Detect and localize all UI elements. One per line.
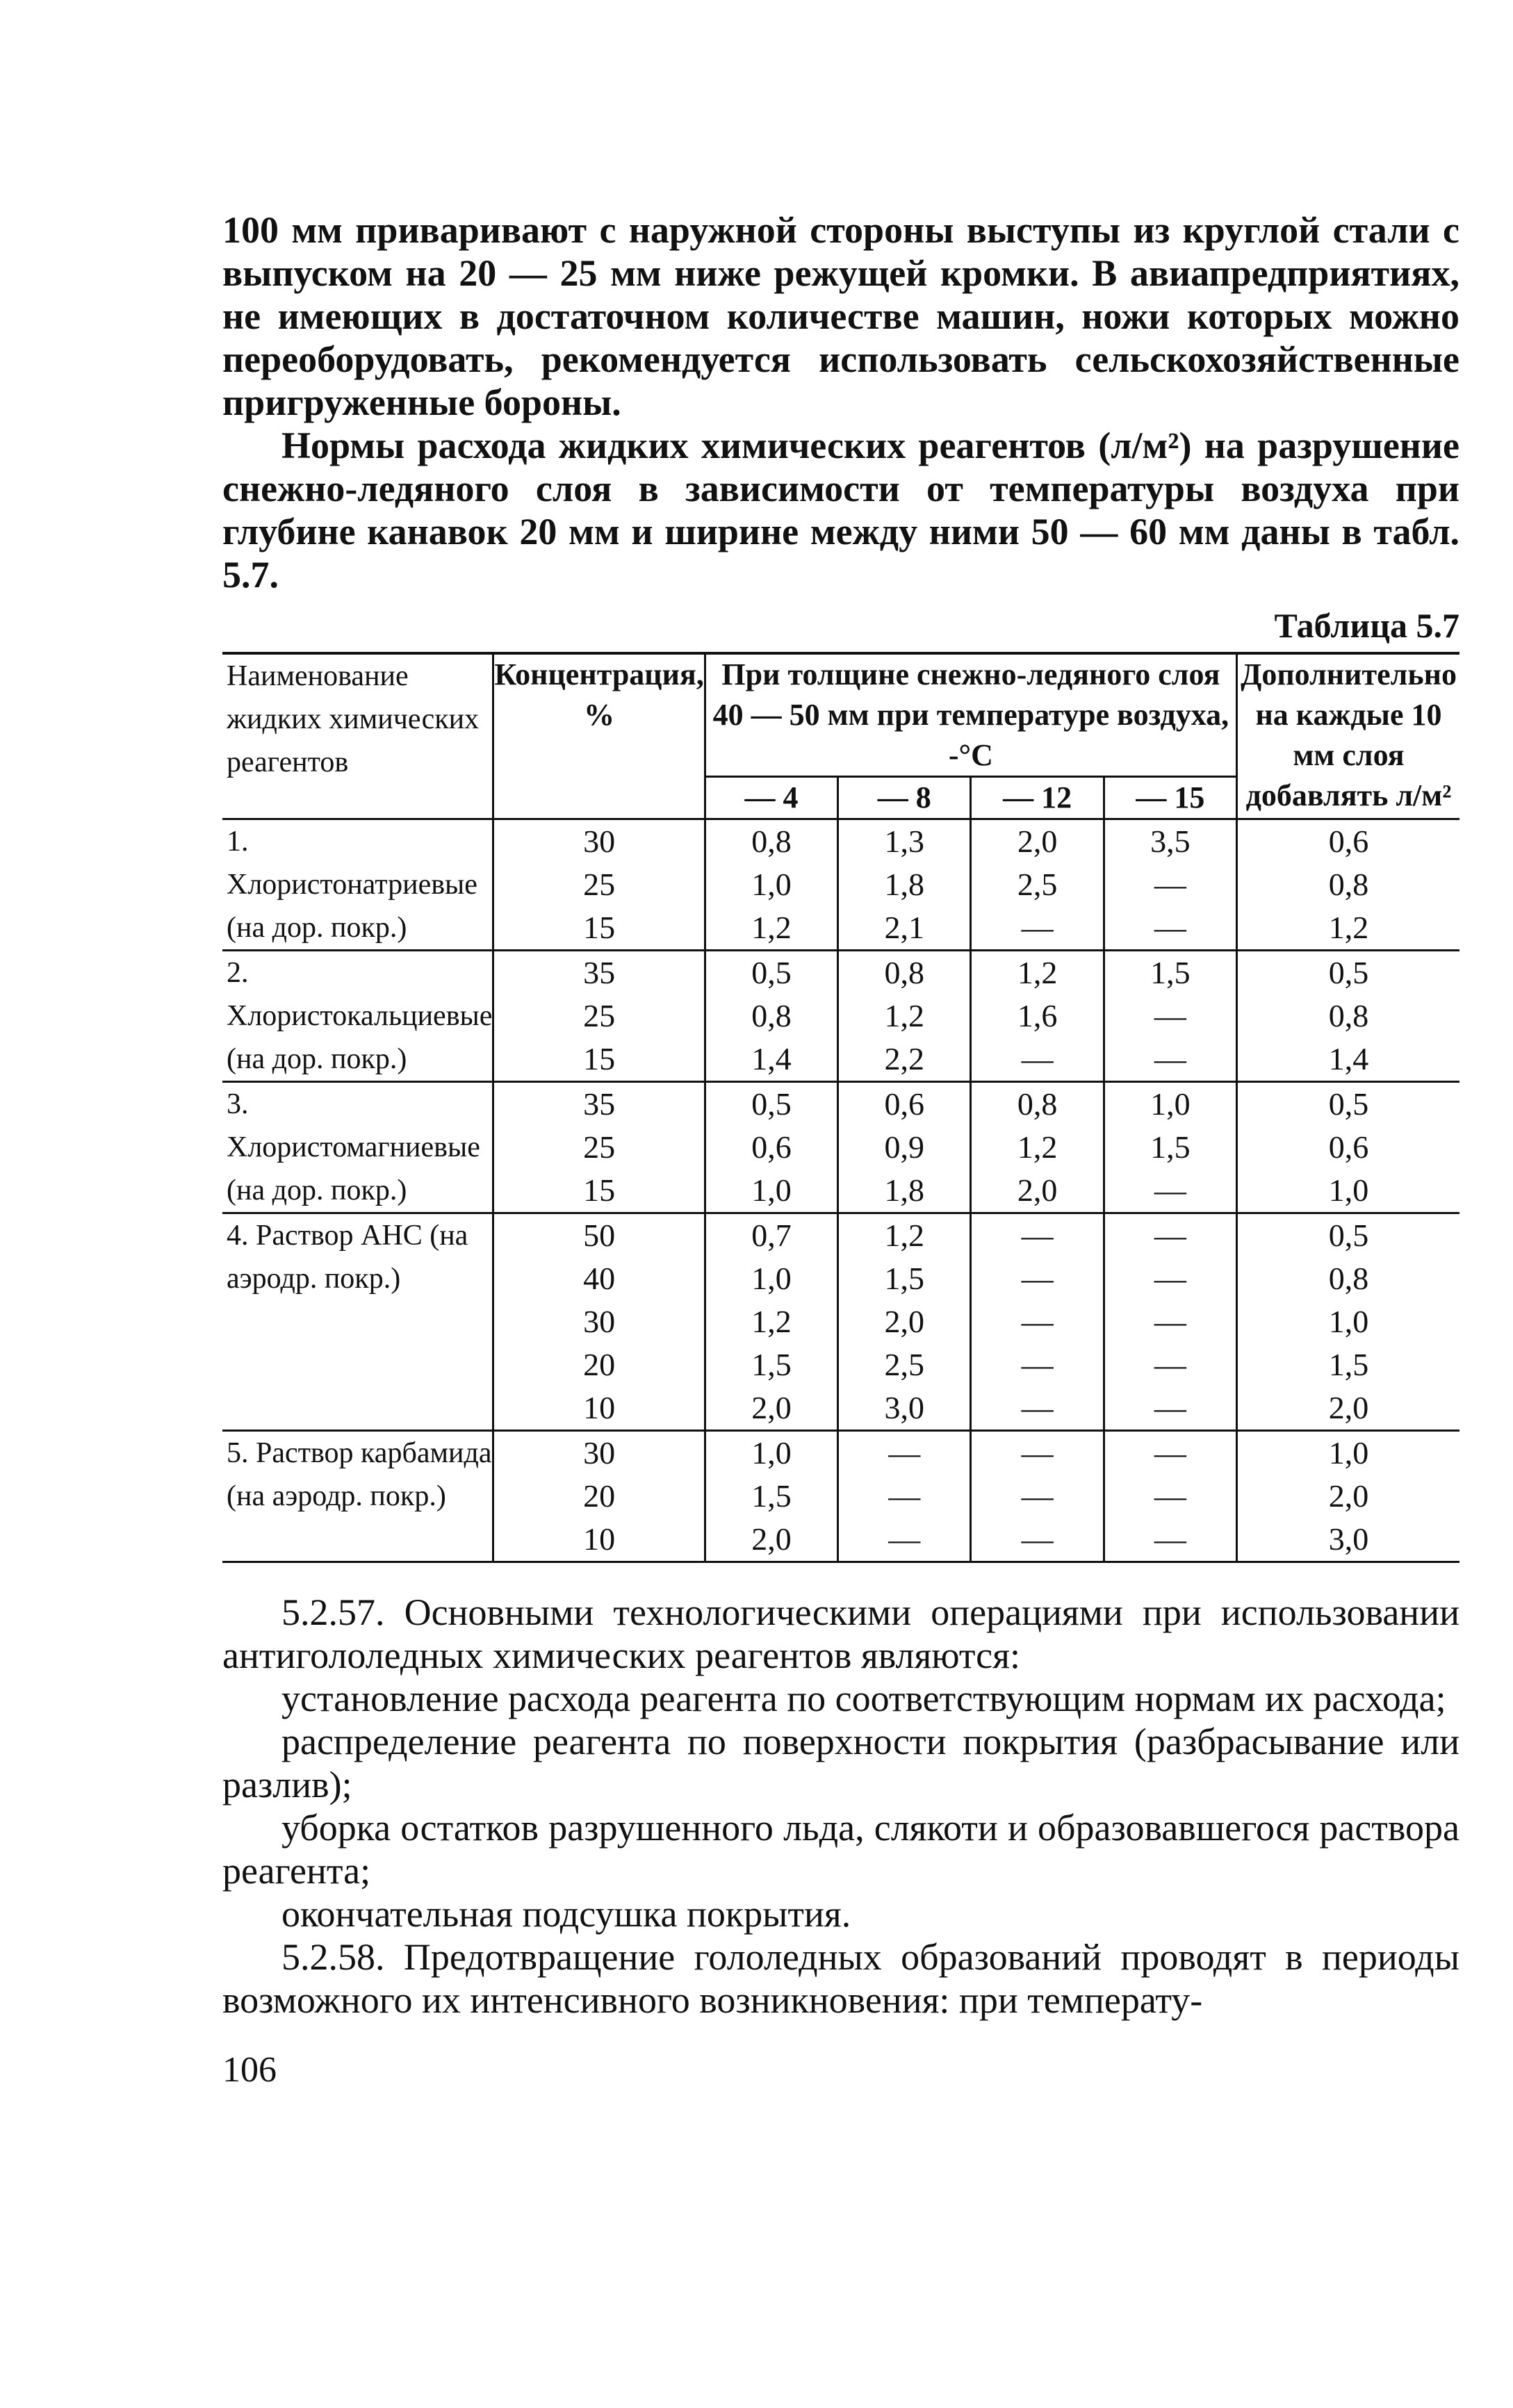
cell-value: — xyxy=(888,1521,921,1557)
cell-value: 1,0 xyxy=(751,1435,792,1471)
cell-value: 15 xyxy=(583,910,616,945)
table-caption: Таблица 5.7 xyxy=(1274,606,1459,645)
rate-cell xyxy=(971,951,1104,1082)
cell-value: 1,2 xyxy=(1328,910,1369,945)
cell-value: 0,8 xyxy=(1328,867,1369,902)
rate-cell xyxy=(838,1431,971,1562)
cell-value: 15 xyxy=(583,1172,616,1208)
cell-value: 10 xyxy=(583,1521,616,1557)
additional-cell xyxy=(1237,1082,1459,1213)
cell-value: 15 xyxy=(583,1041,616,1076)
cell-value: 0,5 xyxy=(1328,955,1369,990)
cell-value: 30 xyxy=(583,824,616,859)
cell-value: 1,5 xyxy=(751,1478,792,1514)
cell-value: — xyxy=(1154,1347,1186,1382)
cell-value: 20 xyxy=(583,1347,616,1382)
rate-cell xyxy=(838,1082,971,1213)
rate-cell xyxy=(1104,951,1236,1082)
cell-value: — xyxy=(1021,1435,1054,1471)
reagent-name: 3. Хлористомагниевые (на дор. покр.) xyxy=(222,1082,493,1213)
rate-cell xyxy=(971,819,1104,951)
cell-value: 2,0 xyxy=(1017,1172,1058,1208)
cell-value: 2,0 xyxy=(751,1390,792,1425)
rate-cell xyxy=(838,819,971,951)
concentration-cell xyxy=(493,951,705,1082)
header-name: Наименование жидких химических реагентов xyxy=(227,660,480,778)
cell-value: — xyxy=(1021,1218,1054,1253)
cell-value: 1,8 xyxy=(884,867,925,902)
cell-value: 0,5 xyxy=(751,955,792,990)
reagent-name: 1. Хлористонатриевые (на дор. покр.) xyxy=(222,819,493,951)
cell-value: 1,5 xyxy=(884,1261,925,1296)
cell-value: 1,4 xyxy=(1328,1041,1369,1076)
cell-value: — xyxy=(1154,867,1186,902)
cell-value: 2,0 xyxy=(751,1521,792,1557)
cell-value: 2,5 xyxy=(1017,867,1058,902)
cell-value: 35 xyxy=(583,1086,616,1122)
reagent-name: 4. Раствор АНС (на аэродр. покр.) xyxy=(222,1213,493,1431)
cell-value: 1,8 xyxy=(884,1172,925,1208)
intro-paragraph-2: Нормы расхода жидких химических реагентов (л/м²) на разрушение снежно-ледяного слоя в зависимости от температуры воздуха при глубине канавок 20 мм и ширине между ними 50 — 60 мм даны в табл. 5.7. xyxy=(222,425,1459,596)
list-item: окончательная подсушка покрытия. xyxy=(281,1893,851,1935)
rate-cell xyxy=(1104,1431,1236,1562)
cell-value: 1,0 xyxy=(751,1261,792,1296)
cell-value: 30 xyxy=(583,1435,616,1471)
page xyxy=(222,208,1459,2090)
header-additional: Дополнительно на каждые 10 мм слоя добавлять л/м² xyxy=(1237,653,1459,819)
reagent-name: 2. Хлористокальциевые (на дор. покр.) xyxy=(222,951,493,1082)
cell-value: 0,6 xyxy=(1328,824,1369,859)
cell-value: 0,5 xyxy=(1328,1086,1369,1122)
list-item: установление расхода реагента по соответствующим нормам их расхода; xyxy=(281,1678,1446,1719)
cell-value: 1,0 xyxy=(1328,1304,1369,1339)
cell-value: 2,5 xyxy=(884,1347,925,1382)
cell-value: — xyxy=(1154,998,1186,1033)
cell-value: 3,5 xyxy=(1150,824,1191,859)
additional-cell xyxy=(1237,1213,1459,1431)
cell-value: 2,0 xyxy=(1017,824,1058,859)
cell-value: 0,5 xyxy=(751,1086,792,1122)
concentration-cell xyxy=(493,1213,705,1431)
cell-value: 30 xyxy=(583,1304,616,1339)
rate-cell xyxy=(838,951,971,1082)
cell-value: — xyxy=(1154,1521,1186,1557)
concentration-cell xyxy=(493,819,705,951)
cell-value: 1,0 xyxy=(1328,1172,1369,1208)
cell-value: — xyxy=(1021,1261,1054,1296)
cell-value: 10 xyxy=(583,1390,616,1425)
cell-value: 1,6 xyxy=(1017,998,1058,1033)
rate-cell xyxy=(1104,1213,1236,1431)
cell-value: 0,5 xyxy=(1328,1218,1369,1253)
cell-value: 25 xyxy=(583,1129,616,1165)
cell-value: 3,0 xyxy=(884,1390,925,1425)
cell-value: 1,2 xyxy=(751,1304,792,1339)
cell-value: — xyxy=(1154,1218,1186,1253)
concentration-cell xyxy=(493,1431,705,1562)
header-temperature-group: При толщине снежно-ледяного слоя 40 — 50 мм при температуре воздуха, -°С xyxy=(705,653,1236,777)
intro-paragraph-1: 100 мм приваривают с наружной стороны выступы из круглой стали с выпуском на 20 — 25 мм ниже режущей кромки. В авиапредприятиях, не имеющих в достаточном количестве машин, ножи которых можно переоборудовать, рекомендуется использовать сельскохозяйственные пригруженные бороны. xyxy=(222,209,1459,423)
cell-value: 1,2 xyxy=(1017,955,1058,990)
table-row xyxy=(222,1082,1459,1213)
cell-value: — xyxy=(888,1435,921,1471)
cell-value: 0,6 xyxy=(751,1129,792,1165)
rate-cell xyxy=(971,1213,1104,1431)
cell-value: 1,2 xyxy=(884,998,925,1033)
cell-value: 0,8 xyxy=(1328,998,1369,1033)
cell-value: — xyxy=(1021,1521,1054,1557)
header-temp-8: — 8 xyxy=(838,777,971,819)
rate-cell xyxy=(1104,819,1236,951)
cell-value: — xyxy=(1021,1390,1054,1425)
additional-cell xyxy=(1237,819,1459,951)
section-5-2-58: 5.2.58. Предотвращение гололедных образований проводят в периоды возможного их интенсивного возникновения: при температу- xyxy=(222,1936,1459,2021)
cell-value: 2,2 xyxy=(884,1041,925,1076)
cell-value: 2,1 xyxy=(884,910,925,945)
cell-value: 1,5 xyxy=(1150,1129,1191,1165)
cell-value: 0,9 xyxy=(884,1129,925,1165)
header-concentration: Концентрация, % xyxy=(493,653,705,819)
cell-value: — xyxy=(1154,1435,1186,1471)
cell-value: 1,3 xyxy=(884,824,925,859)
cell-value: — xyxy=(1021,1478,1054,1514)
cell-value: 3,0 xyxy=(1328,1521,1369,1557)
cell-value: — xyxy=(1154,1172,1186,1208)
rate-cell xyxy=(971,1082,1104,1213)
header-temp-12: — 12 xyxy=(971,777,1104,819)
rate-cell xyxy=(838,1213,971,1431)
cell-value: 25 xyxy=(583,867,616,902)
cell-value: 1,0 xyxy=(751,867,792,902)
cell-value: 0,8 xyxy=(884,955,925,990)
cell-value: 1,0 xyxy=(1328,1435,1369,1471)
cell-value: 1,0 xyxy=(1150,1086,1191,1122)
table-row xyxy=(222,951,1459,1082)
cell-value: 25 xyxy=(583,998,616,1033)
rate-cell xyxy=(705,819,837,951)
table-body xyxy=(222,819,1459,1562)
cell-value: — xyxy=(1154,1304,1186,1339)
section-5-2-57: 5.2.57. Основными технологическими операциями при использовании антигололедных химических реагентов являются: xyxy=(222,1591,1459,1676)
cell-value: 40 xyxy=(583,1261,616,1296)
header-temp-4: — 4 xyxy=(705,777,837,819)
cell-value: 0,6 xyxy=(1328,1129,1369,1165)
cell-value: — xyxy=(1154,1041,1186,1076)
rate-cell xyxy=(705,951,837,1082)
cell-value: — xyxy=(1154,1390,1186,1425)
cell-value: — xyxy=(1021,1347,1054,1382)
cell-value: — xyxy=(1021,1041,1054,1076)
table-row xyxy=(222,1431,1459,1562)
cell-value: 50 xyxy=(583,1218,616,1253)
table-row xyxy=(222,1213,1459,1431)
cell-value: 1,4 xyxy=(751,1041,792,1076)
cell-value: 35 xyxy=(583,955,616,990)
cell-value: 1,0 xyxy=(751,1172,792,1208)
cell-value: — xyxy=(1021,1304,1054,1339)
cell-value: 0,8 xyxy=(751,998,792,1033)
rate-cell xyxy=(705,1082,837,1213)
page-number: 106 xyxy=(222,2050,277,2090)
cell-value: — xyxy=(1154,1478,1186,1514)
cell-value: — xyxy=(888,1478,921,1514)
cell-value: 1,5 xyxy=(1150,955,1191,990)
cell-value: 2,0 xyxy=(1328,1478,1369,1514)
cell-value: 1,2 xyxy=(884,1218,925,1253)
cell-value: 0,7 xyxy=(751,1218,792,1253)
after-text xyxy=(222,1591,1459,2022)
cell-value: — xyxy=(1154,1261,1186,1296)
cell-value: — xyxy=(1021,910,1054,945)
concentration-cell xyxy=(493,1082,705,1213)
list-item: распределение реагента по поверхности покрытия (разбрасывание или разлив); xyxy=(222,1721,1459,1805)
cell-value: 1,5 xyxy=(751,1347,792,1382)
cell-value: 0,8 xyxy=(1328,1261,1369,1296)
cell-value: 0,8 xyxy=(1017,1086,1058,1122)
cell-value: 20 xyxy=(583,1478,616,1514)
header-temp-15: — 15 xyxy=(1104,777,1236,819)
rate-cell xyxy=(705,1431,837,1562)
cell-value: 1,2 xyxy=(751,910,792,945)
rate-cell xyxy=(1104,1082,1236,1213)
cell-value: 1,2 xyxy=(1017,1129,1058,1165)
cell-value: 0,8 xyxy=(751,824,792,859)
cell-value: 2,0 xyxy=(884,1304,925,1339)
cell-value: 0,6 xyxy=(884,1086,925,1122)
cell-value: 1,5 xyxy=(1328,1347,1369,1382)
rate-cell xyxy=(971,1431,1104,1562)
cell-value: — xyxy=(1154,910,1186,945)
additional-cell xyxy=(1237,1431,1459,1562)
list-item: уборка остатков разрушенного льда, слякоти и образовавшегося раствора реагента; xyxy=(222,1807,1459,1892)
reagent-table xyxy=(222,652,1459,1563)
additional-cell xyxy=(1237,951,1459,1082)
rate-cell xyxy=(705,1213,837,1431)
cell-value: 2,0 xyxy=(1328,1390,1369,1425)
reagent-name: 5. Раствор карбамида (на аэродр. покр.) xyxy=(222,1431,493,1562)
table-row xyxy=(222,819,1459,951)
